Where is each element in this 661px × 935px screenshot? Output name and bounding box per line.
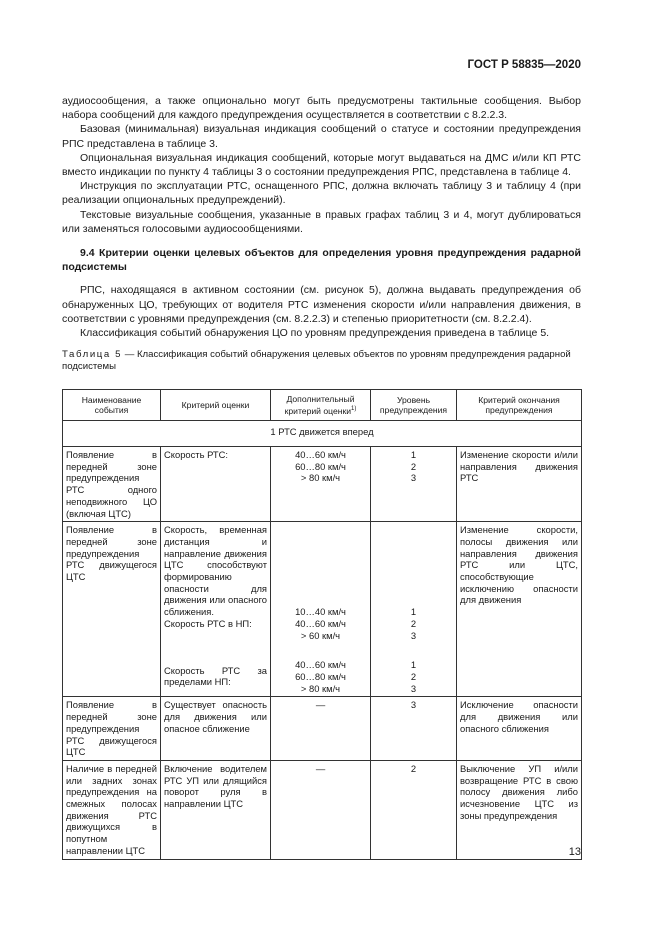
cell-level: 1 2 3: [371, 447, 457, 522]
table-band-row: [63, 421, 582, 447]
cell-end: Изменение скорости и/или направления движения РТС: [457, 447, 582, 522]
cell-end: Исключение опасности для движения или опасного сближения: [457, 697, 582, 761]
classification-table: [62, 389, 582, 860]
header-event: Наименование события: [63, 390, 161, 421]
paragraph: Классификация событий обнаружения ЦО по уровням предупреждения приведена в таблице 5.: [80, 327, 550, 340]
header-extra-criterion: Дополнительный критерий оценки$^{1)}$: [271, 390, 371, 421]
paragraph: Инструкция по эксплуатации РТС, оснащенного РПС, должна включать таблицу 3 и таблицу 4 (при реализации опциональных предупреждений).: [62, 180, 581, 207]
table-caption: [62, 349, 581, 373]
cell-extra: —: [271, 760, 371, 859]
cell-criterion: Существует опасность для движения или опасное сближение: [161, 697, 271, 761]
cell-end: Изменение скорости, полосы движения или направления движения РТС или ЦТС, способствующие исключению опасности для движения: [457, 522, 582, 697]
cell-criterion: Скорость РТС:: [161, 447, 271, 522]
paragraph: Базовая (минимальная) визуальная индикация сообщений о статусе и состоянии предупреждения РПС представлена в таблице 3.: [62, 123, 581, 150]
table-row: [63, 697, 582, 761]
table-row: [63, 447, 582, 522]
paragraph: РПС, находящаяся в активном состоянии (см. рисунок 5), должна выдавать предупреждения об обнаруженных ЦО, требующих от водителя РТС изменения скорости и/или направления движения, в соответствии с уровнями предупреждения (см. 8.2.2.3) и степенью приоритетности (см. 8.2.2.4).: [62, 284, 581, 325]
cell-extra: 10…40 км/ч 40…60 км/ч > 60 км/ч 40…60 км/ч 60…80 км/ч > 80 км/ч: [271, 522, 371, 697]
cell-level: 2: [371, 760, 457, 859]
header-end-criterion: Критерий окончания предупреждения: [457, 390, 582, 421]
paragraph: Текстовые визуальные сообщения, указанные в правых графах таблиц 3 и 4, могут дублироваться или заменяться голосовыми аудиосообщениями.: [62, 208, 581, 235]
table-caption-label: Таблица 5: [62, 349, 123, 361]
cell-criterion: Включение водителем РТС УП или длящийся поворот руля в направлении ЦТС: [161, 760, 271, 859]
cell-event: Появление в передней зоне предупреждения РТС одного неподвижного ЦО (включая ЦТС): [63, 447, 161, 522]
cell-event: Появление в передней зоне предупреждения РТС движущегося ЦТС: [63, 522, 161, 697]
table-row: [63, 760, 582, 859]
section-heading: 9.4 Критерии оценки целевых объектов для определения уровня предупреждения радарной подсистемы: [62, 247, 581, 274]
cell-criterion: Скорость, временная дистанция и направление движения ЦТС способствуют формированию опасности для движения или опасного сближения. Скорость РТС в НП: Скорость РТС за пределами НП:: [161, 522, 271, 697]
band-label: 1 РТС движется вперед: [63, 421, 582, 447]
cell-level: 3: [371, 697, 457, 761]
page-number: 13: [568, 846, 581, 858]
header-level: Уровень предупреждения: [371, 390, 457, 421]
cell-extra: 40…60 км/ч 60…80 км/ч > 80 км/ч: [271, 447, 371, 522]
footnote-marker: 1): [351, 406, 357, 413]
table-header-row: [63, 390, 582, 421]
table-caption-text: — Классификация событий обнаружения целевых объектов по уровням предупреждения радарной подсистемы: [62, 349, 571, 373]
paragraph: аудиосообщения, а также опционально могут быть предусмотрены тактильные сообщения. Выбор набора сообщений для каждого предупреждения осуществляется в соответствии с 8.2.2.3.: [62, 95, 581, 122]
table-row: [63, 522, 582, 697]
cell-end: Выключение УП и/или возвращение РТС в свою полосу движения либо исчезновение ЦТС из зоны предупреждения: [457, 760, 582, 859]
paragraph: Опциональная визуальная индикация сообщений, которые могут выдаваться на ДМС и/или КП РТС вместо индикации по пункту 4 таблицы 3 о состоянии предупреждения РПС, представлена в таблице 4.: [62, 151, 581, 179]
cell-event: Появление в передней зоне предупреждения РТС движущегося ЦТС: [63, 697, 161, 761]
cell-level: 1 2 3 1 2 3: [371, 522, 457, 697]
cell-extra: —: [271, 697, 371, 761]
cell-event: Наличие в передней или задних зонах предупреждения на смежных полосах движения РТС движущихся в попутном направлении ЦТС: [63, 760, 161, 859]
header-criterion: Критерий оценки: [161, 390, 271, 421]
document-code-header: ГОСТ Р 58835—2020: [467, 59, 581, 71]
document-body: [62, 94, 581, 373]
